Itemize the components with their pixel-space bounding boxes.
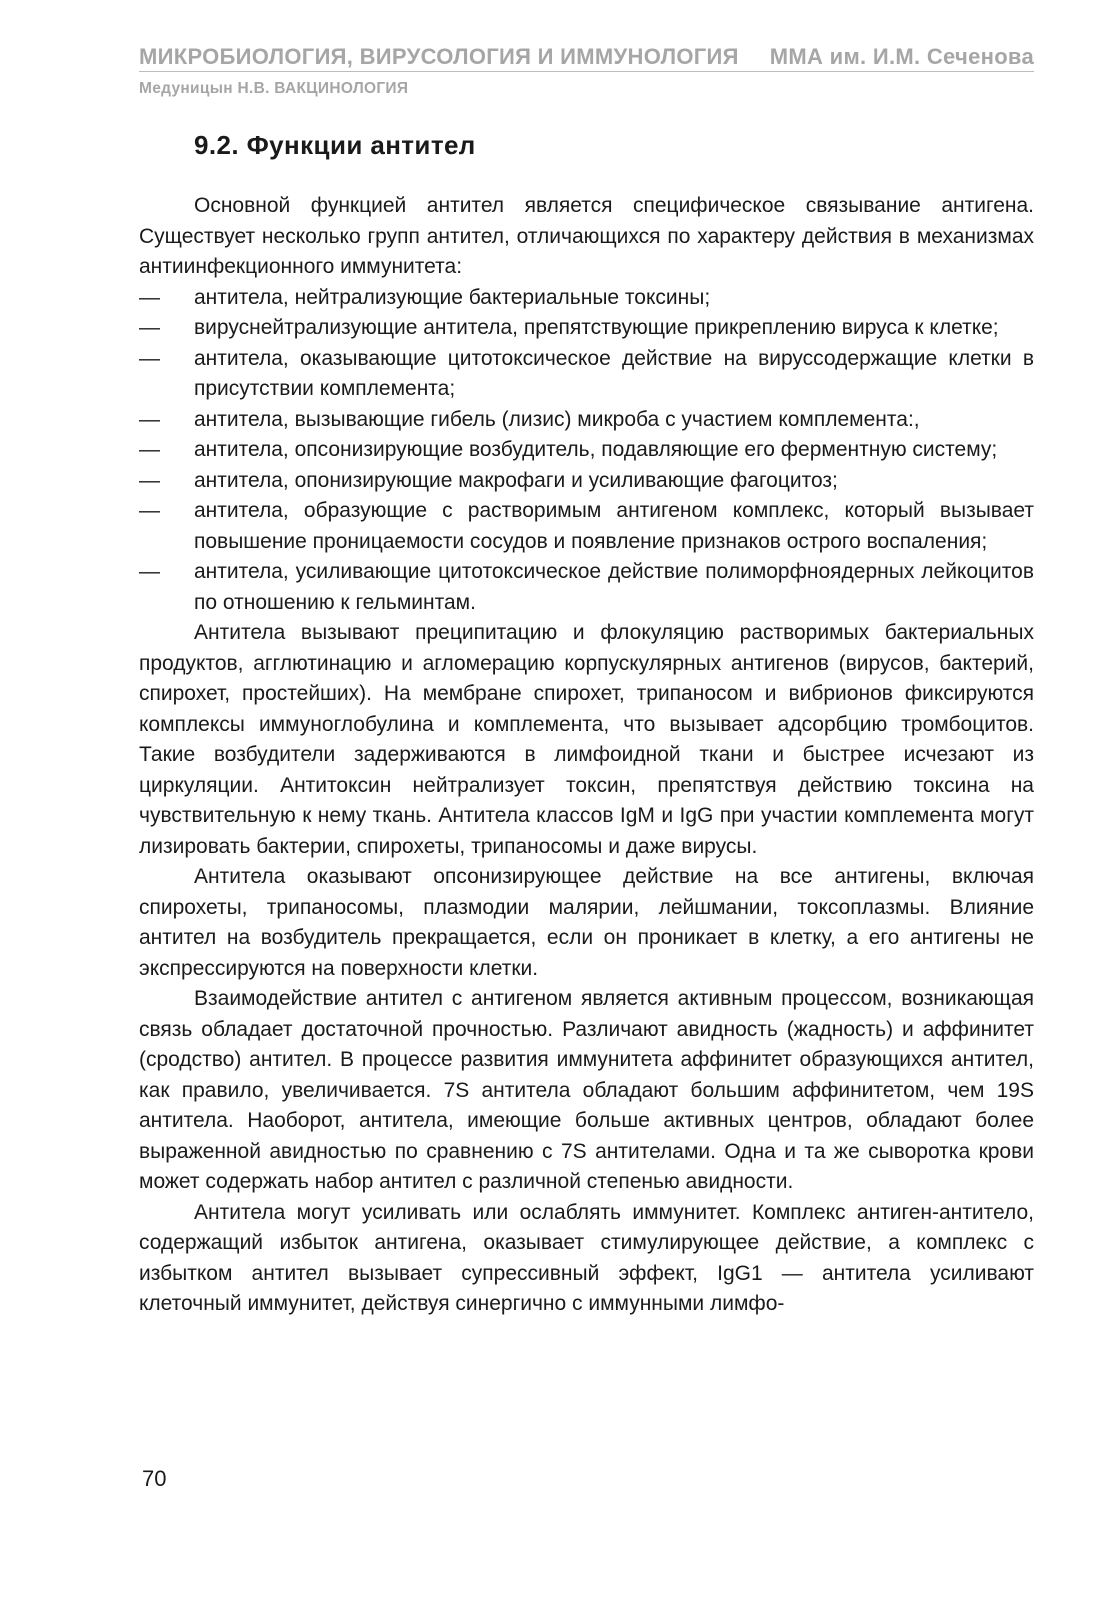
list-dash: —	[139, 316, 160, 339]
list-item	[139, 405, 1034, 436]
list-item-text: антитела, опсонизирующие возбудитель, подавляющие его ферментную систему;	[194, 438, 998, 461]
list-item-text: антитела, образующие с растворимым антигеном комплекс, который вызывает повышение проницаемости сосудов и появление признаков острого воспаления;	[194, 499, 1034, 553]
body-paragraph: Антитела оказывают опсонизирующее действие на все антигены, включая спирохеты, трипаносомы, плазмодии малярии, лейшмании, токсоплазмы. Влияние антител на возбудитель прекращается, если он проникает в клетку, а его антигены не экспрессируются на поверхности клетки.	[139, 865, 1034, 980]
list-item-text: антитела, нейтрализующие бактериальные токсины;	[194, 285, 711, 309]
header-book: Медуницын Н.В. ВАКЦИНОЛОГИЯ	[139, 80, 409, 97]
list-dash: —	[139, 407, 160, 431]
intro-paragraph: Основной функцией антител является специфическое связывание антигена. Существует несколько групп антител, отличающихся по характеру действия в механизмах антиинфекционного иммунитета:	[139, 194, 1034, 278]
running-header-top-line	[139, 44, 1034, 72]
list-dash: —	[139, 499, 160, 522]
list-dash: —	[139, 438, 160, 461]
list-dash: —	[139, 346, 160, 370]
list-item	[139, 435, 1034, 466]
list-item	[139, 496, 1034, 557]
list-item-text: вируснейтрализующие антитела, препятствующие прикреплению вируса к клетке;	[194, 316, 999, 339]
body-paragraph: Взаимодействие антител с антигеном является активным процессом, возникающая связь обладает достаточной прочностью. Различают авидность (жадность) и аффинитет (сродство) антител. В процессе развития иммунитета аффинитет образующихся антител, как правило, увеличивается. 7S антитела обладают большим аффинитетом, чем 19S антитела. Наоборот, антитела, имеющие больше активных центров, обладают более выраженной авидностью по сравнению с 7S антителами. Одна и та же сыворотка крови может содержать набор антител с различной степенью авидности.	[139, 987, 1034, 1193]
list-dash: —	[139, 560, 160, 583]
list-item	[139, 557, 1034, 618]
body-paragraph: Антитела могут усиливать или ослаблять иммунитет. Комплекс антиген-антитело, содержащий избыток антигена, оказывает стимулирующее действие, а комплекс с избытком антител вызывает супрессивный эффект, IgG1 — антитела усиливают клеточный иммунитет, действуя синергично с иммунными лимфо-	[139, 1200, 1034, 1315]
body-text	[139, 191, 1034, 1320]
list-item-text: антитела, усиливающие цитотоксическое действие полиморфноядерных лейкоцитов по отношению к гельминтам.	[194, 560, 1034, 614]
list-item-text: антитела, оказывающие цитотоксическое действие на вируссодержащие клетки в присутствии комплемента;	[194, 346, 1034, 400]
list-dash: —	[139, 468, 160, 492]
function-list	[139, 283, 1034, 619]
list-item	[139, 344, 1034, 405]
running-header	[139, 44, 1034, 98]
header-institution: ММА им. И.М. Сеченова	[769, 44, 1034, 69]
list-item	[139, 283, 1034, 314]
list-item-text: антитела, вызывающие гибель (лизис) микроба с участием комплемента:,	[194, 407, 920, 431]
header-subject: МИКРОБИОЛОГИЯ, ВИРУСОЛОГИЯ И ИММУНОЛОГИЯ	[139, 44, 739, 69]
list-dash: —	[139, 285, 160, 309]
list-item	[139, 466, 1034, 497]
section-heading: 9.2. Функции антител	[194, 130, 476, 160]
list-item-text: антитела, опонизирующие макрофаги и усиливающие фагоцитоз;	[194, 468, 838, 492]
body-paragraph: Антитела вызывают преципитацию и флокуляцию растворимых бактериальных продуктов, агглютинацию и агломерацию корпускулярных антигенов (вирусов, бактерий, спирохет, простейших). На мембране спирохет, трипаносом и вибрионов фиксируются комплексы иммуноглобулина и комплемента, что вызывает адсорбцию тромбоцитов. Такие возбудители задерживаются в лимфоидной ткани и быстрее исчезают из циркуляции. Антитоксин нейтрализует токсин, препятствуя действию токсина на чувствительную к нему ткань. Антитела классов IgM и IgG при участии комплемента могут лизировать бактерии, спирохеты, трипаносомы и даже вирусы.	[139, 621, 1034, 858]
list-item	[139, 313, 1034, 344]
page-number: 70	[142, 1466, 167, 1491]
